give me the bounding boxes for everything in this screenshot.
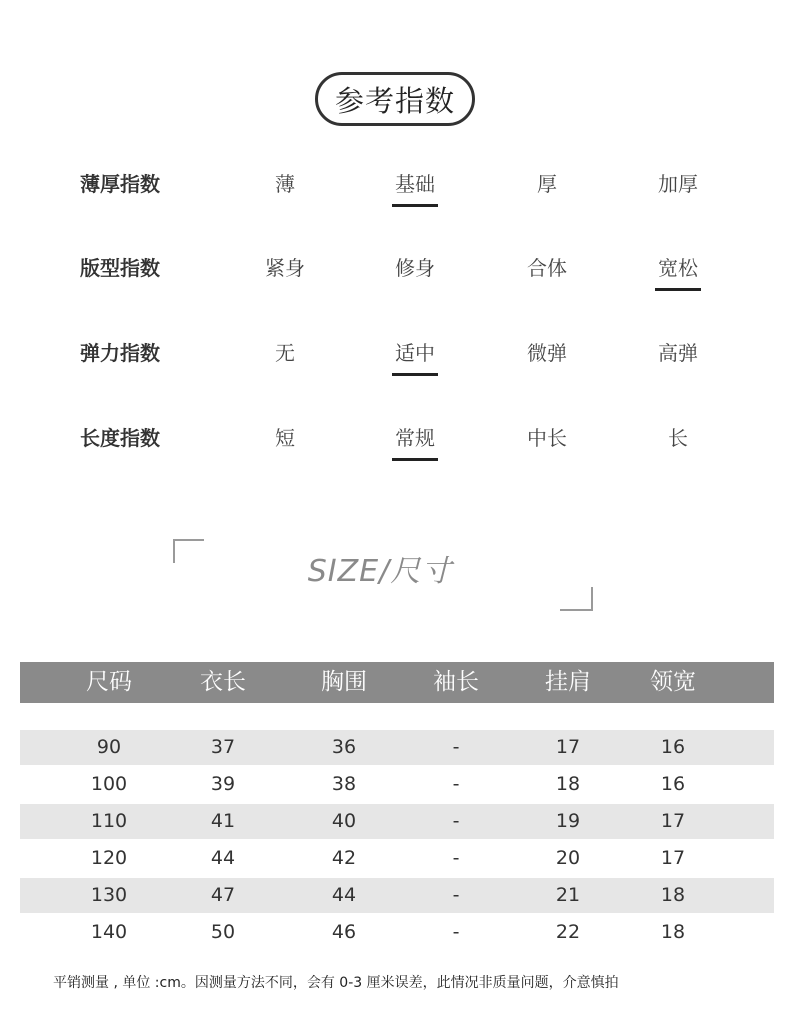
table-cell: 90 bbox=[96, 736, 122, 758]
table-cell: 19 bbox=[555, 810, 581, 832]
index-label: 长度指数 bbox=[80, 426, 160, 450]
selected-underline bbox=[655, 288, 701, 291]
table-cell: 17 bbox=[555, 736, 581, 758]
table-row bbox=[20, 878, 774, 913]
table-cell: 140 bbox=[90, 921, 128, 943]
table-cell: 100 bbox=[90, 773, 128, 795]
index-label: 薄厚指数 bbox=[80, 172, 160, 196]
index-label: 弹力指数 bbox=[80, 341, 160, 365]
table-cell: 50 bbox=[210, 921, 236, 943]
length-index-row bbox=[0, 418, 790, 458]
size-table-header bbox=[20, 662, 774, 703]
selected-underline bbox=[392, 458, 438, 461]
column-header-neck-width: 领宽 bbox=[650, 669, 696, 695]
table-cell: 42 bbox=[331, 847, 357, 869]
measurement-footnote: 平销测量 , 单位 :cm。因测量方法不同，会有 0-3 厘米误差，此情况非质量问题，介意慎拍 bbox=[53, 975, 619, 991]
table-row bbox=[20, 804, 774, 839]
table-cell: - bbox=[452, 884, 460, 906]
table-cell: 22 bbox=[555, 921, 581, 943]
selected-underline bbox=[392, 373, 438, 376]
table-cell: - bbox=[452, 773, 460, 795]
index-label: 版型指数 bbox=[80, 256, 160, 280]
index-option: 合体 bbox=[527, 256, 567, 280]
table-cell: 46 bbox=[331, 921, 357, 943]
index-option: 常规 bbox=[370, 418, 460, 458]
index-option: 高弹 bbox=[658, 341, 698, 365]
table-cell: 47 bbox=[210, 884, 236, 906]
corner-bracket-bottom-right bbox=[560, 587, 593, 611]
column-header-size: 尺码 bbox=[86, 669, 132, 695]
corner-bracket-top-left bbox=[173, 539, 204, 563]
index-option: 宽松 bbox=[633, 248, 723, 288]
size-title: SIZE/尺寸 bbox=[307, 554, 453, 589]
fit-index-row bbox=[0, 248, 790, 288]
column-header-length: 衣长 bbox=[200, 669, 246, 695]
table-cell: 37 bbox=[210, 736, 236, 758]
thickness-index-row bbox=[0, 164, 790, 204]
index-option: 厚 bbox=[537, 172, 557, 196]
table-cell: 36 bbox=[331, 736, 357, 758]
table-cell: 17 bbox=[660, 810, 686, 832]
table-cell: 44 bbox=[210, 847, 236, 869]
reference-index-title: 参考指数 bbox=[315, 72, 475, 126]
table-cell: - bbox=[452, 736, 460, 758]
table-cell: 16 bbox=[660, 736, 686, 758]
table-cell: - bbox=[452, 810, 460, 832]
table-cell: 130 bbox=[90, 884, 128, 906]
selected-underline bbox=[392, 204, 438, 207]
table-row bbox=[20, 841, 774, 876]
index-option: 修身 bbox=[395, 256, 435, 280]
table-row bbox=[20, 915, 774, 950]
column-header-armhole: 挂肩 bbox=[545, 669, 591, 695]
table-cell: - bbox=[452, 921, 460, 943]
column-header-sleeve: 袖长 bbox=[433, 669, 479, 695]
index-option: 加厚 bbox=[658, 172, 698, 196]
table-cell: 20 bbox=[555, 847, 581, 869]
table-cell: 16 bbox=[660, 773, 686, 795]
index-option: 中长 bbox=[527, 426, 567, 450]
table-cell: 21 bbox=[555, 884, 581, 906]
table-row bbox=[20, 730, 774, 765]
index-option: 短 bbox=[275, 426, 295, 450]
table-cell: 18 bbox=[660, 921, 686, 943]
index-option: 紧身 bbox=[265, 256, 305, 280]
table-cell: - bbox=[452, 847, 460, 869]
index-option: 适中 bbox=[370, 333, 460, 373]
table-cell: 40 bbox=[331, 810, 357, 832]
table-cell: 38 bbox=[331, 773, 357, 795]
column-header-chest: 胸围 bbox=[321, 669, 367, 695]
table-cell: 18 bbox=[660, 884, 686, 906]
index-option: 微弹 bbox=[527, 341, 567, 365]
table-cell: 120 bbox=[90, 847, 128, 869]
table-cell: 110 bbox=[90, 810, 128, 832]
table-cell: 44 bbox=[331, 884, 357, 906]
index-option: 薄 bbox=[275, 172, 295, 196]
index-option: 基础 bbox=[370, 164, 460, 204]
elasticity-index-row bbox=[0, 333, 790, 373]
index-option: 长 bbox=[668, 426, 688, 450]
table-row bbox=[20, 767, 774, 802]
table-cell: 17 bbox=[660, 847, 686, 869]
table-cell: 18 bbox=[555, 773, 581, 795]
index-option: 无 bbox=[275, 341, 295, 365]
table-cell: 39 bbox=[210, 773, 236, 795]
table-cell: 41 bbox=[210, 810, 236, 832]
